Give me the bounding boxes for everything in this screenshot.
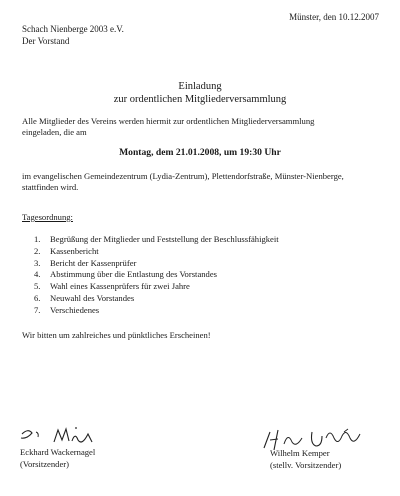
list-item xyxy=(34,269,279,281)
organization-board: Der Vorstand xyxy=(22,35,70,46)
agenda-heading: Tagesordnung: xyxy=(22,212,73,222)
list-item xyxy=(34,246,279,258)
title-line-2: zur ordentlichen Mitgliederversammlung xyxy=(113,94,287,105)
agenda-item-number: 5. xyxy=(34,281,41,292)
location-line-2: stattfinden wird. xyxy=(22,182,79,192)
agenda-item-number: 4. xyxy=(34,269,41,280)
agenda-item-number: 6. xyxy=(34,292,41,303)
signer-name: Wilhelm Kemper xyxy=(270,448,330,458)
location-paragraph xyxy=(22,171,344,193)
agenda-list xyxy=(34,234,279,317)
signature-right xyxy=(270,447,341,471)
intro-line-1: Alle Mitglieder des Vereins werden hiermit zur ordentlichen Mitgliederversammlung xyxy=(22,116,315,126)
agenda-item-text: Verschiedenes xyxy=(50,304,100,315)
title-line-1: Einladung xyxy=(178,81,222,92)
document-title xyxy=(0,80,400,106)
letter-date: Münster, den 10.12.2007 xyxy=(289,12,379,22)
location-line-1: im evangelischen Gemeindezentrum (Lydia-Zentrum), Plettendorfstraße, Münster-Nienberge, xyxy=(22,171,344,181)
agenda-item-text: Neuwahl des Vorstandes xyxy=(50,292,135,303)
agenda-item-number: 3. xyxy=(34,257,41,268)
agenda-item-text: Abstimmung über die Entlastung des Vorstandes xyxy=(50,269,218,280)
agenda-item-text: Begrüßung der Mitglieder und Feststellung der Beschlussfähigkeit xyxy=(50,234,279,244)
intro-paragraph xyxy=(22,116,314,138)
closing-sentence: Wir bitten um zahlreiches und pünktliches Erscheinen! xyxy=(22,330,211,340)
list-item xyxy=(34,305,279,317)
list-item xyxy=(34,293,279,305)
sender-block xyxy=(22,24,124,47)
agenda-item-number: 2. xyxy=(34,245,41,256)
list-item xyxy=(34,234,279,246)
list-item xyxy=(34,281,279,293)
agenda-item-text: Bericht der Kassenprüfer xyxy=(50,257,137,268)
meeting-datetime: Montag, dem 21.01.2008, um 19:30 Uhr xyxy=(119,147,281,158)
agenda-item-text: Wahl eines Kassenprüfers für zwei Jahre xyxy=(50,281,190,292)
signer-name: Eckhard Wackernagel xyxy=(20,447,96,457)
intro-line-2: eingeladen, die am xyxy=(22,127,87,137)
agenda-item-number: 1. xyxy=(34,234,41,244)
agenda-item-text: Kassenbericht xyxy=(50,245,99,256)
signer-role: (Vorsitzender) xyxy=(20,459,69,469)
agenda-item-number: 7. xyxy=(34,304,41,315)
organization-name: Schach Nienberge 2003 e.V. xyxy=(22,24,124,34)
signer-role: (stellv. Vorsitzender) xyxy=(270,460,342,470)
list-item xyxy=(34,258,279,270)
signature-left xyxy=(20,446,95,470)
